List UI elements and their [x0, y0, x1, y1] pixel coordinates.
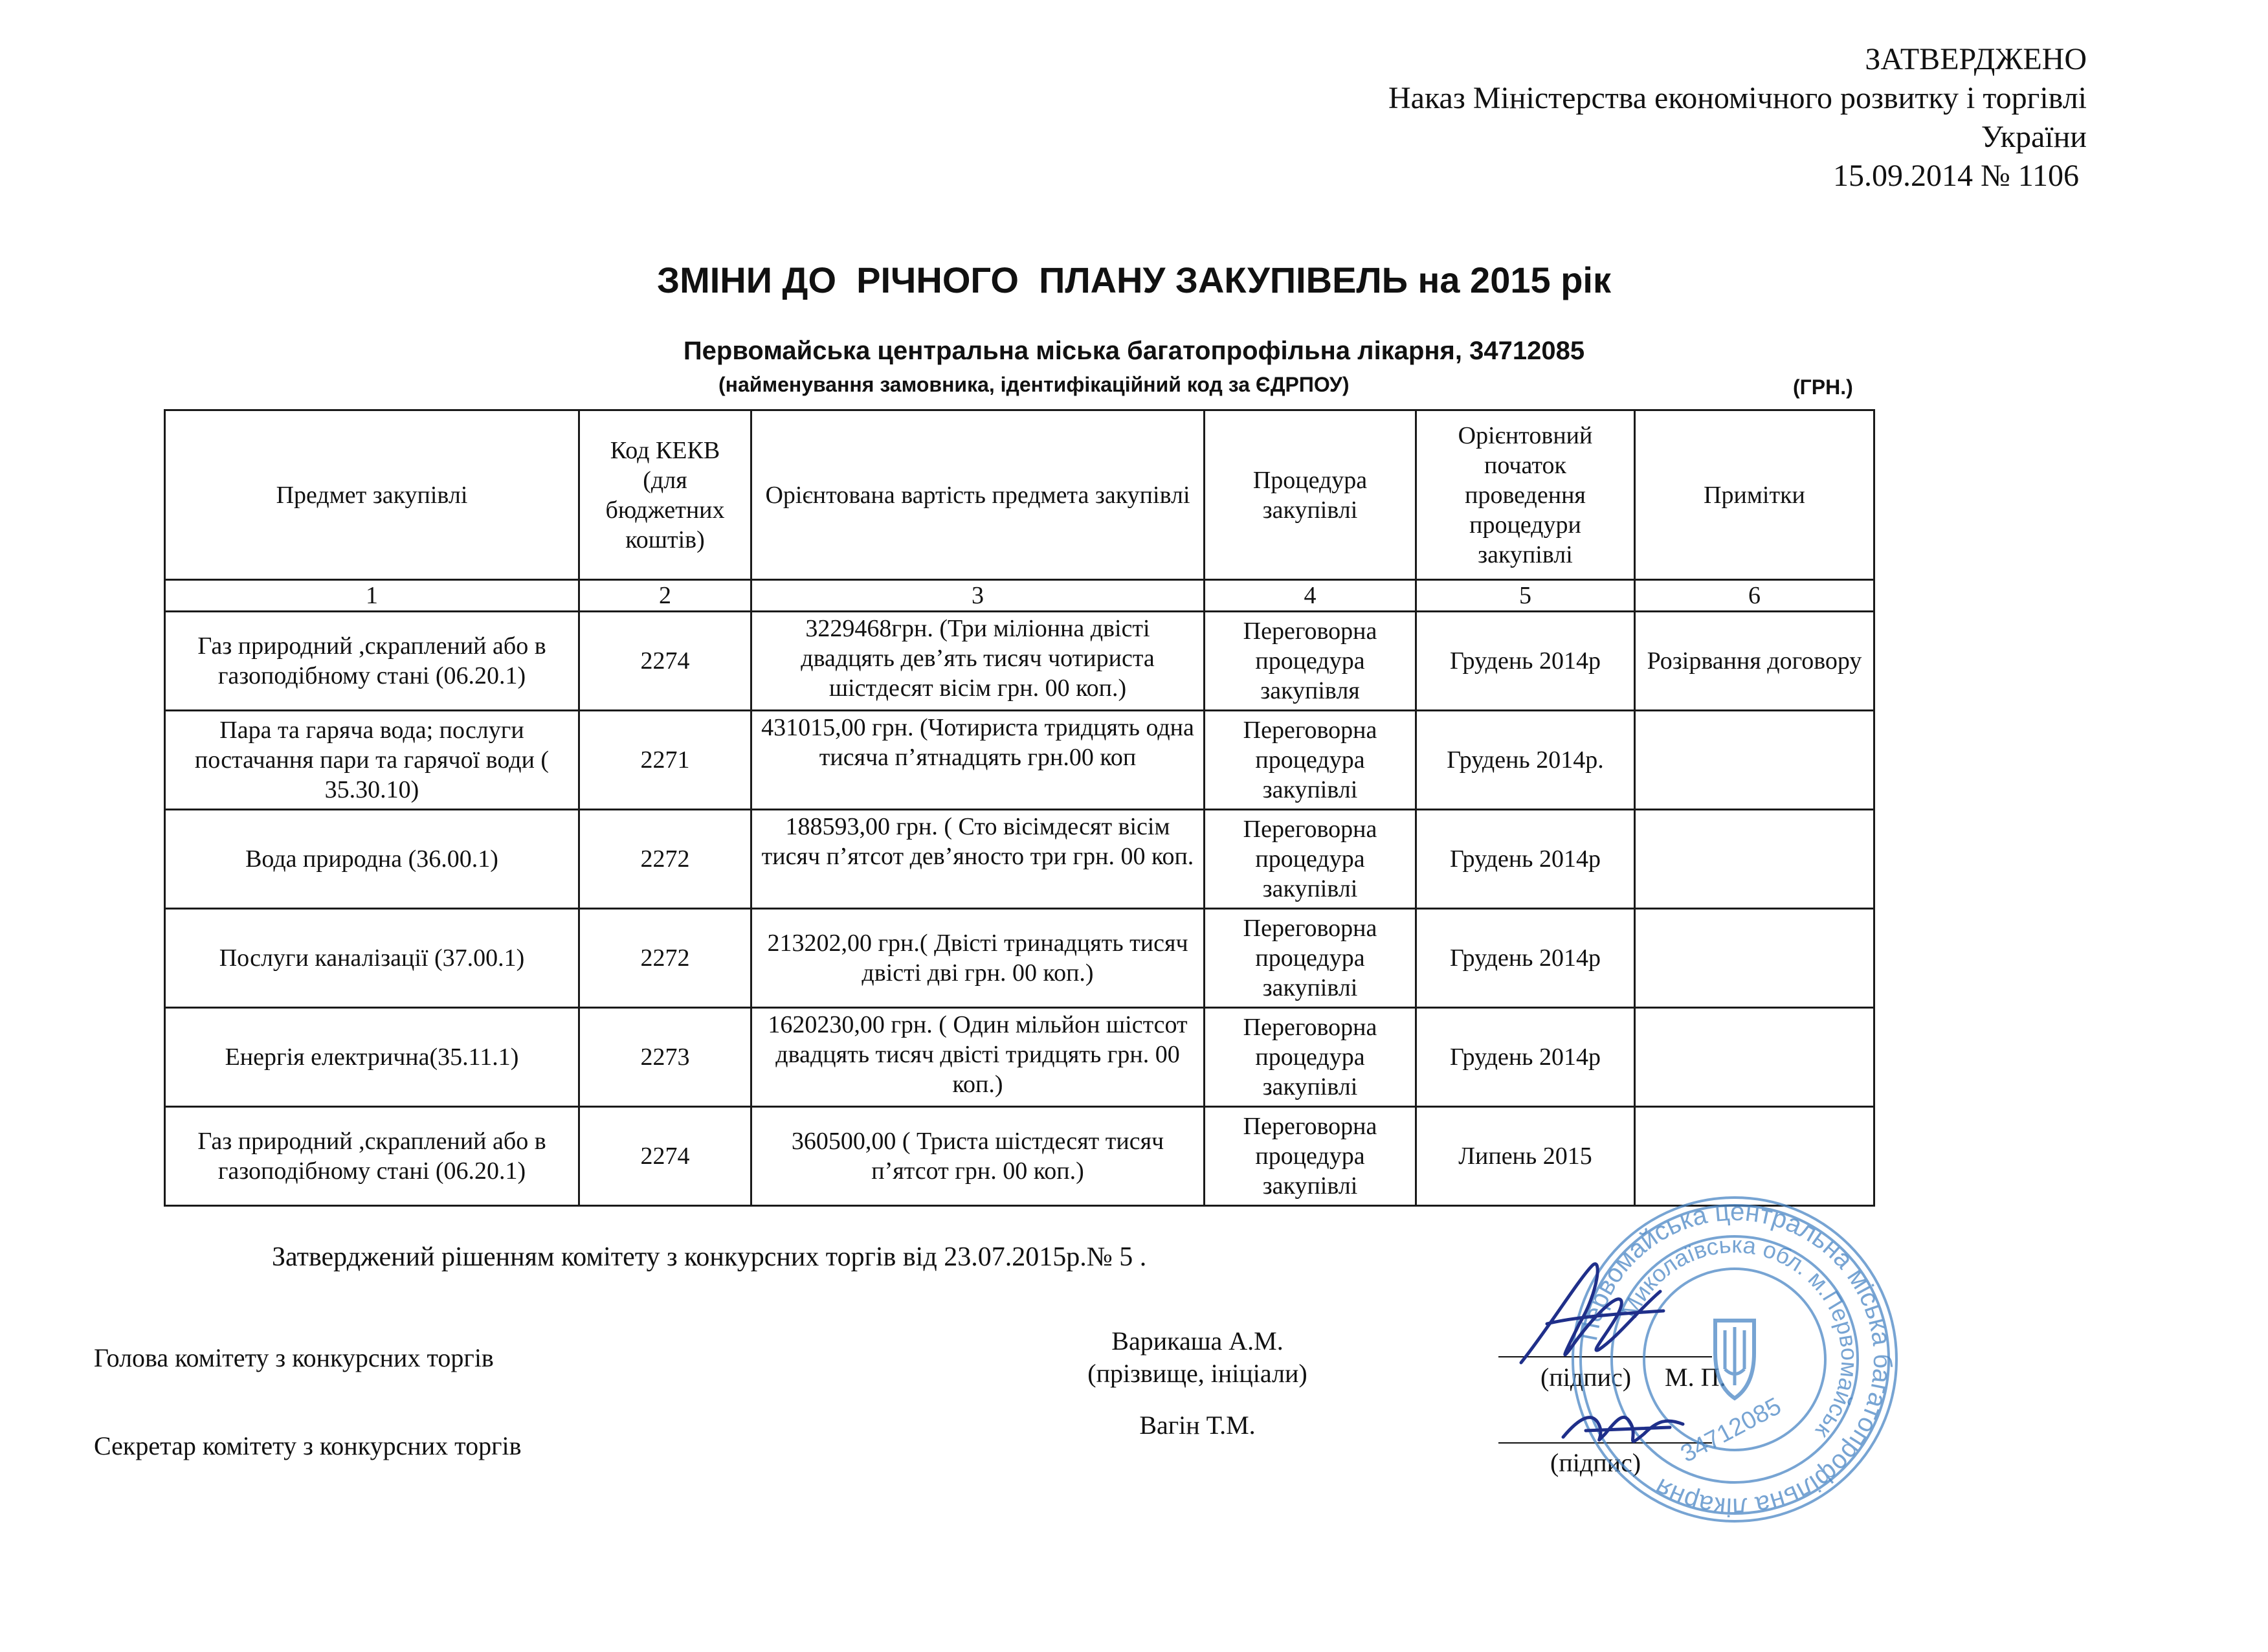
cell-start: Грудень 2014р.: [1416, 711, 1635, 810]
cell-kekv: 2271: [579, 711, 751, 810]
column-number: 1: [165, 580, 579, 612]
cell-subject: Енергія електрична(35.11.1): [165, 1008, 579, 1107]
column-number: 5: [1416, 580, 1635, 612]
cell-procedure: Переговорна процедура закупівлі: [1205, 810, 1416, 909]
header-kekv: Код КЕКВ (для бюджетних коштів): [579, 410, 751, 580]
table-row: [165, 612, 1874, 711]
procurement-plan-table: [164, 409, 1875, 1207]
cell-notes: [1635, 711, 1874, 810]
chair-signature-caption: (підпис): [1540, 1363, 1632, 1392]
cell-notes: [1635, 909, 1874, 1008]
header-cost: Орієнтована вартість предмета закупівлі: [751, 410, 1205, 580]
cell-procedure: Переговорна процедура закупівлі: [1205, 1008, 1416, 1107]
cell-start: Грудень 2014р: [1416, 909, 1635, 1008]
cell-start: Грудень 2014р: [1416, 1008, 1635, 1107]
cell-kekv: 2272: [579, 909, 751, 1008]
cell-procedure: Переговорна процедура закупівлі: [1205, 711, 1416, 810]
column-number: 4: [1205, 580, 1416, 612]
seal-place-mark: М. П.: [1665, 1363, 1726, 1392]
cell-cost: 188593,00 грн. ( Сто вісімдесят вісім тисяч п’ятсот дев’яносто три грн. 00 коп.: [751, 810, 1205, 909]
cell-cost: 360500,00 ( Триста шістдесят тисяч п’ятсот грн. 00 коп.): [751, 1107, 1205, 1206]
cell-subject: Газ природний ,скраплений або в газоподібному стані (06.20.1): [165, 612, 579, 711]
column-number: 2: [579, 580, 751, 612]
table-row: [165, 810, 1874, 909]
chair-signature-icon: [1508, 1253, 1676, 1382]
approval-heading: ЗАТВЕРДЖЕНО: [1865, 42, 2087, 76]
cell-cost: 213202,00 грн.( Двісті тринадцять тисяч двісті дві грн. 00 коп.): [751, 909, 1205, 1008]
cell-start: Липень 2015: [1416, 1107, 1635, 1206]
cell-start: Грудень 2014р: [1416, 810, 1635, 909]
cell-kekv: 2274: [579, 1107, 751, 1206]
cell-procedure: Переговорна процедура закупівлі: [1205, 909, 1416, 1008]
document-title: ЗМІНИ ДО РІЧНОГО ПЛАНУ ЗАКУПІВЕЛЬ на 2015 рік: [657, 260, 1611, 300]
cell-notes: Розірвання договору: [1635, 612, 1874, 711]
approval-order-line2: України: [1981, 120, 2087, 154]
cell-kekv: 2272: [579, 810, 751, 909]
secretary-signature-icon: [1553, 1398, 1696, 1457]
cell-start: Грудень 2014р: [1416, 612, 1635, 711]
currency-label: (ГРН.): [1793, 375, 1853, 399]
header-notes: Примітки: [1635, 410, 1874, 580]
stamp-outer-text: Первомайська центральна міська багатопрофільна лікарня: [1573, 1197, 1897, 1522]
cell-notes: [1635, 1008, 1874, 1107]
chair-name: Варикаша А.М.: [1111, 1326, 1284, 1356]
table-column-numbers-row: [165, 580, 1874, 612]
cell-cost: 1620230,00 грн. ( Один мільйон шістсот двадцять тисяч двісті тридцять грн. 00 коп.): [751, 1008, 1205, 1107]
table-row: [165, 909, 1874, 1008]
header-procedure: Процедура закупівлі: [1205, 410, 1416, 580]
customer-name: Первомайська центральна міська багатопрофільна лікарня, 34712085: [683, 337, 1585, 365]
approval-order-line1: Наказ Міністерства економічного розвитку і торгівлі: [1388, 81, 2087, 115]
cell-cost: 431015,00 грн. (Чотириста тридцять одна тисяча п’ятнадцять грн.00 коп: [751, 711, 1205, 810]
cell-kekv: 2273: [579, 1008, 751, 1107]
secretary-signature-caption: (підпис): [1550, 1448, 1641, 1477]
secretary-name: Вагін Т.М.: [1139, 1411, 1256, 1440]
cell-subject: Газ природний ,скраплений або в газоподібному стані (06.20.1): [165, 1107, 579, 1206]
committee-approval-note: Затверджений рішенням комітету з конкурсних торгів від 23.07.2015р.№ 5 .: [272, 1242, 1147, 1272]
cell-procedure: Переговорна процедура закупівля: [1205, 612, 1416, 711]
cell-cost: 3229468грн. (Три міліонна двісті двадцять дев’ять тисяч чотириста шістдесят вісім грн. 00 коп.): [751, 612, 1205, 711]
header-subject: Предмет закупівлі: [165, 410, 579, 580]
cell-subject: Вода природна (36.00.1): [165, 810, 579, 909]
table-row: [165, 711, 1874, 810]
stamp-inner-text: Миколаївська обл. м.Первомайськ: [1616, 1231, 1863, 1444]
cell-subject: Пара та гаряча вода; послуги постачання пари та гарячої води ( 35.30.10): [165, 711, 579, 810]
cell-procedure: Переговорна процедура закупівлі: [1205, 1107, 1416, 1206]
header-start: Орієнтовний початок проведення процедури закупівлі: [1416, 410, 1635, 580]
table-header-row: [165, 410, 1874, 580]
customer-caption: (найменування замовника, ідентифікаційний код за ЄДРПОУ): [718, 373, 1350, 396]
table-row: [165, 1008, 1874, 1107]
secretary-label: Секретар комітету з конкурсних торгів: [94, 1431, 522, 1460]
column-number: 6: [1635, 580, 1874, 612]
cell-subject: Послуги каналізації (37.00.1): [165, 909, 579, 1008]
initials-caption: (прізвище, ініціали): [1087, 1359, 1307, 1388]
stamp-code: 34712085: [1676, 1392, 1786, 1468]
approval-order-date: 15.09.2014 № 1106: [1832, 159, 2079, 193]
column-number: 3: [751, 580, 1205, 612]
approval-block: [1181, 40, 2087, 195]
cell-notes: [1635, 810, 1874, 909]
trident-emblem-icon: [1715, 1321, 1754, 1398]
cell-kekv: 2274: [579, 612, 751, 711]
chair-label: Голова комітету з конкурсних торгів: [94, 1343, 494, 1372]
